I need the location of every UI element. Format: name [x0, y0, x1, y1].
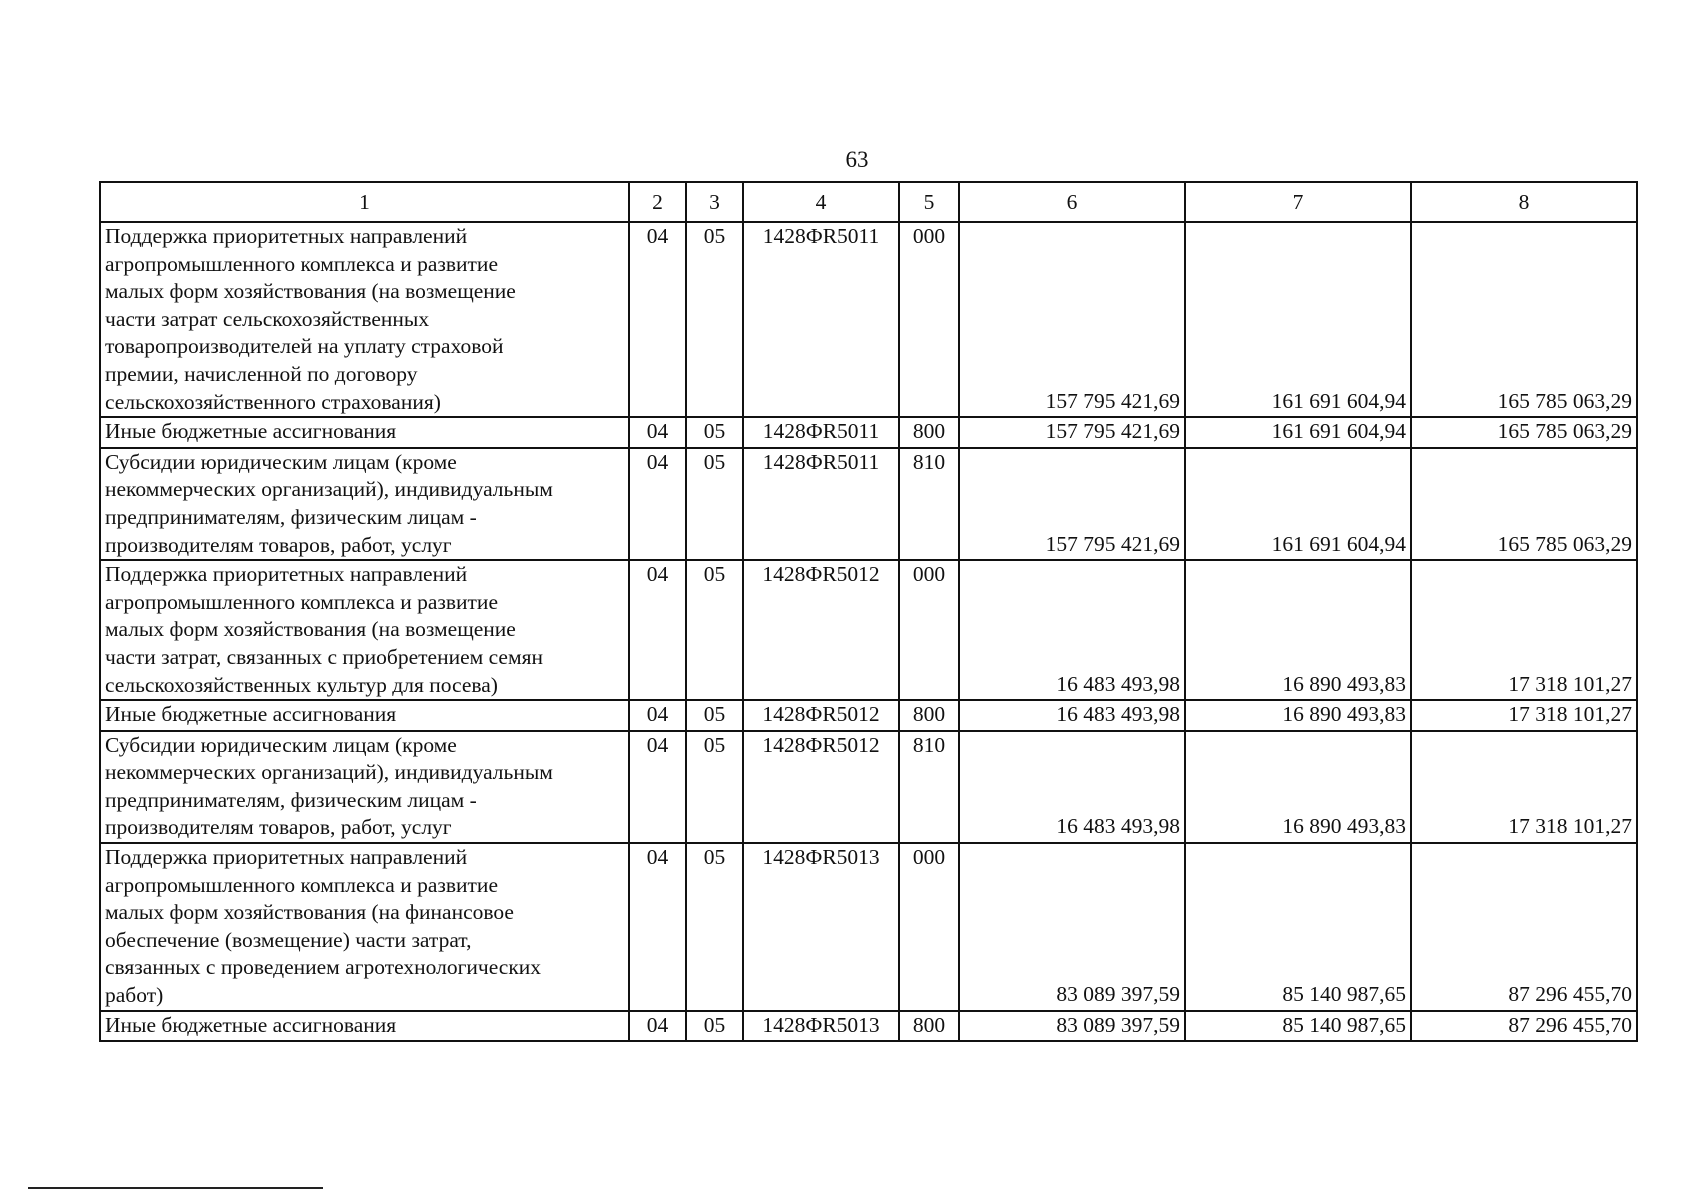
section-code: 04 [629, 1011, 686, 1042]
amount-col6: 16 483 493,98 [959, 700, 1185, 731]
amount-col6: 83 089 397,59 [959, 1011, 1185, 1042]
section-code: 04 [629, 222, 686, 417]
expense-name: Субсидии юридическим лицам (кроме некоммерческих организаций), индивидуальным предпринимателям, физическим лицам - производителям товаров, работ, услуг [100, 731, 629, 843]
expense-type-code: 000 [899, 222, 959, 417]
amount-col7: 161 691 604,94 [1185, 222, 1411, 417]
subsection-code: 05 [686, 700, 743, 731]
amount-col8: 165 785 063,29 [1411, 222, 1637, 417]
table-row [100, 417, 1637, 448]
target-article-code: 1428ФR5011 [743, 222, 899, 417]
amount-col8: 165 785 063,29 [1411, 448, 1637, 560]
amount-col8: 87 296 455,70 [1411, 1011, 1637, 1042]
table-row [100, 1011, 1637, 1042]
expense-name: Поддержка приоритетных направлений агропромышленного комплекса и развитие малых форм хозяйствования (на финансовое обеспечение (возмещение) части затрат, связанных с проведением агротехнологических работ) [100, 843, 629, 1011]
amount-col7: 16 890 493,83 [1185, 731, 1411, 843]
footnote-separator-line [28, 1187, 323, 1189]
subsection-code: 05 [686, 417, 743, 448]
target-article-code: 1428ФR5012 [743, 700, 899, 731]
target-article-code: 1428ФR5011 [743, 417, 899, 448]
column-header: 4 [743, 182, 899, 222]
amount-col8: 17 318 101,27 [1411, 560, 1637, 700]
table-row [100, 731, 1637, 843]
section-code: 04 [629, 843, 686, 1011]
amount-col6: 16 483 493,98 [959, 560, 1185, 700]
section-code: 04 [629, 560, 686, 700]
page-number: 63 [845, 147, 869, 172]
table-row [100, 843, 1637, 1011]
amount-col6: 16 483 493,98 [959, 731, 1185, 843]
target-article-code: 1428ФR5012 [743, 731, 899, 843]
table-header-row [100, 182, 1637, 222]
amount-col7: 85 140 987,65 [1185, 1011, 1411, 1042]
target-article-code: 1428ФR5012 [743, 560, 899, 700]
expense-type-code: 800 [899, 1011, 959, 1042]
subsection-code: 05 [686, 222, 743, 417]
target-article-code: 1428ФR5013 [743, 843, 899, 1011]
amount-col8: 17 318 101,27 [1411, 700, 1637, 731]
amount-col7: 16 890 493,83 [1185, 560, 1411, 700]
expense-type-code: 800 [899, 417, 959, 448]
table-row [100, 560, 1637, 700]
expense-type-code: 810 [899, 731, 959, 843]
expense-type-code: 800 [899, 700, 959, 731]
column-header: 2 [629, 182, 686, 222]
table-row [100, 222, 1637, 417]
amount-col7: 161 691 604,94 [1185, 448, 1411, 560]
column-header: 7 [1185, 182, 1411, 222]
expense-name: Иные бюджетные ассигнования [100, 1011, 629, 1042]
table-row [100, 448, 1637, 560]
budget-table [99, 181, 1638, 1042]
section-code: 04 [629, 700, 686, 731]
subsection-code: 05 [686, 843, 743, 1011]
column-header: 5 [899, 182, 959, 222]
expense-type-code: 810 [899, 448, 959, 560]
amount-col6: 83 089 397,59 [959, 843, 1185, 1011]
column-header: 6 [959, 182, 1185, 222]
expense-type-code: 000 [899, 843, 959, 1011]
column-header: 1 [100, 182, 629, 222]
section-code: 04 [629, 448, 686, 560]
column-header: 3 [686, 182, 743, 222]
amount-col7: 16 890 493,83 [1185, 700, 1411, 731]
target-article-code: 1428ФR5011 [743, 448, 899, 560]
expense-name: Поддержка приоритетных направлений агропромышленного комплекса и развитие малых форм хозяйствования (на возмещение части затрат, связанных с приобретением семян сельскохозяйственных культур для посева) [100, 560, 629, 700]
amount-col7: 85 140 987,65 [1185, 843, 1411, 1011]
expense-name: Поддержка приоритетных направлений агропромышленного комплекса и развитие малых форм хозяйствования (на возмещение части затрат сельскохозяйственных товаропроизводителей на уплату страховой премии, начисленной по договору сельскохозяйственного страхования) [100, 222, 629, 417]
amount-col8: 87 296 455,70 [1411, 843, 1637, 1011]
subsection-code: 05 [686, 448, 743, 560]
amount-col8: 17 318 101,27 [1411, 731, 1637, 843]
expense-name: Субсидии юридическим лицам (кроме некоммерческих организаций), индивидуальным предпринимателям, физическим лицам - производителям товаров, работ, услуг [100, 448, 629, 560]
amount-col6: 157 795 421,69 [959, 222, 1185, 417]
expense-type-code: 000 [899, 560, 959, 700]
target-article-code: 1428ФR5013 [743, 1011, 899, 1042]
expense-name: Иные бюджетные ассигнования [100, 700, 629, 731]
subsection-code: 05 [686, 731, 743, 843]
subsection-code: 05 [686, 1011, 743, 1042]
section-code: 04 [629, 731, 686, 843]
section-code: 04 [629, 417, 686, 448]
subsection-code: 05 [686, 560, 743, 700]
amount-col6: 157 795 421,69 [959, 417, 1185, 448]
amount-col8: 165 785 063,29 [1411, 417, 1637, 448]
amount-col6: 157 795 421,69 [959, 448, 1185, 560]
table-row [100, 700, 1637, 731]
expense-name: Иные бюджетные ассигнования [100, 417, 629, 448]
column-header: 8 [1411, 182, 1637, 222]
amount-col7: 161 691 604,94 [1185, 417, 1411, 448]
